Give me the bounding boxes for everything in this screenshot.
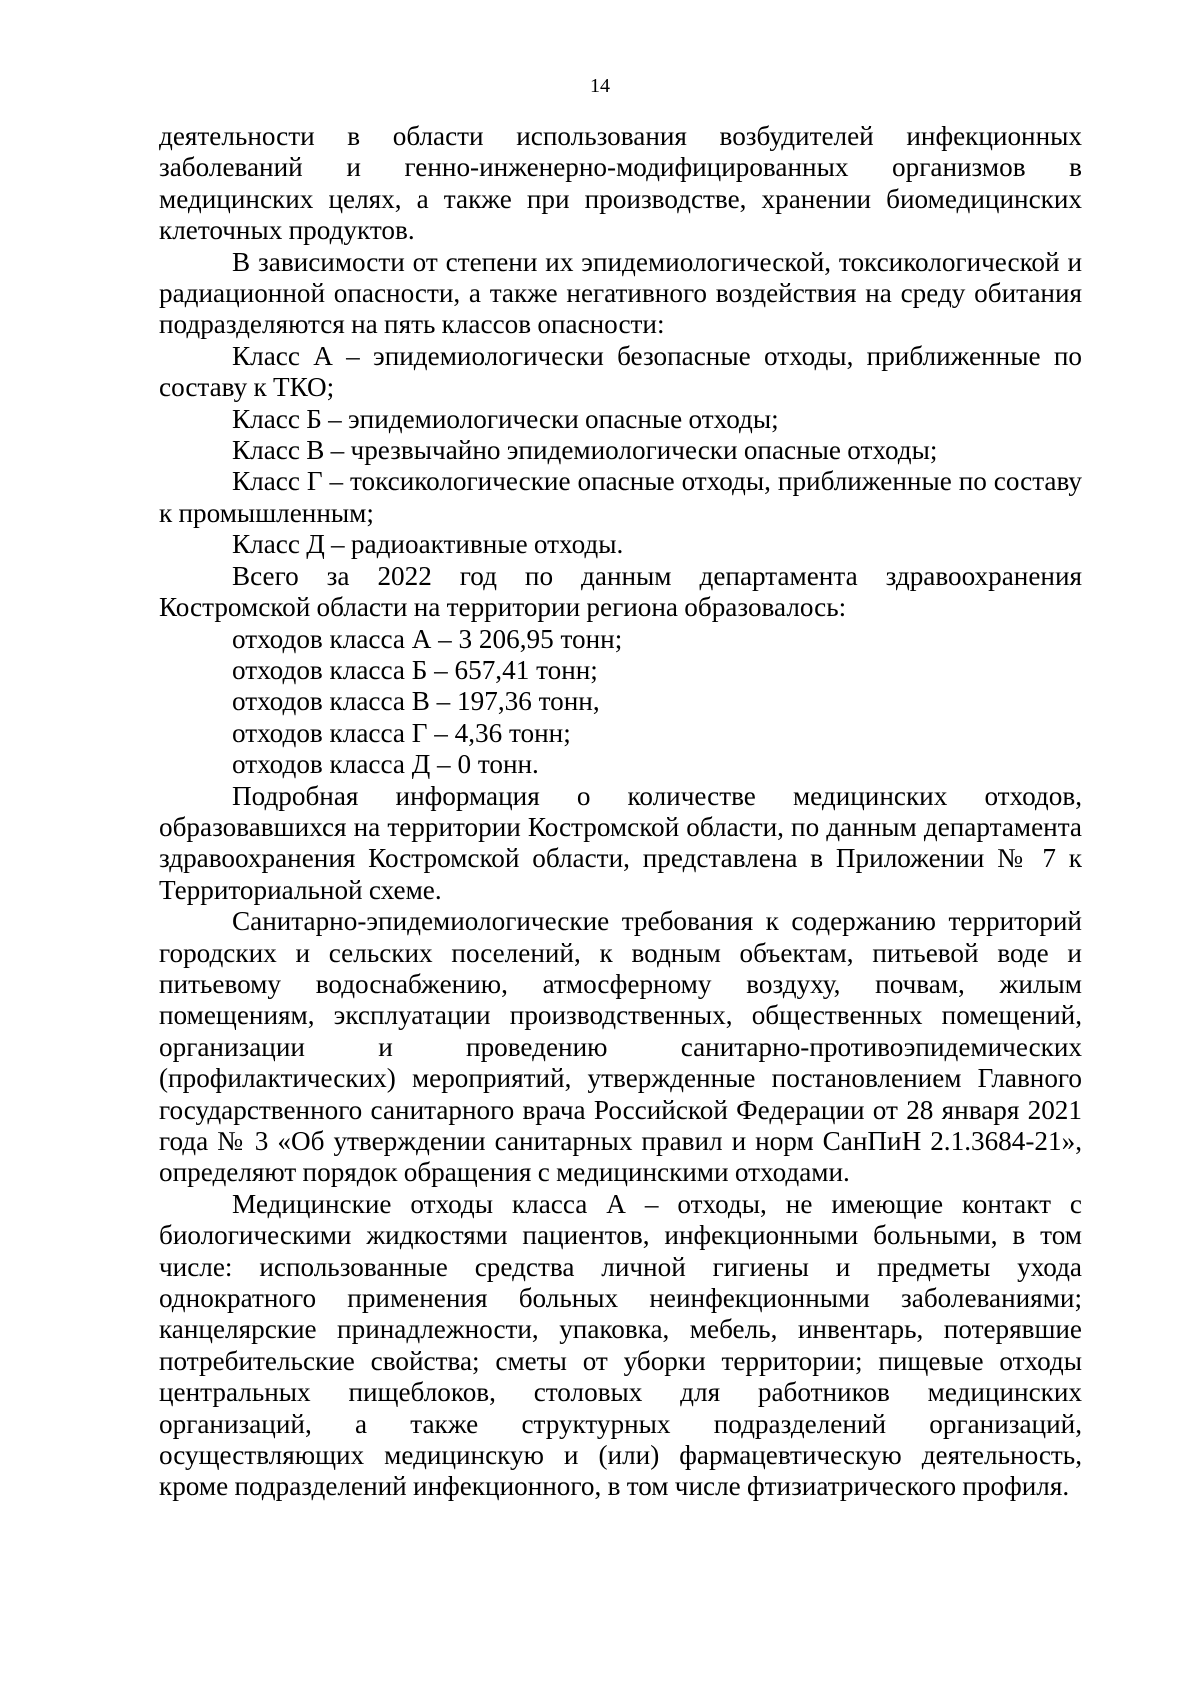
- paragraph-class-v: Класс В – чрезвычайно эпидемиологически опасные отходы;: [232, 435, 938, 466]
- paragraph-2022-total-intro: Всего за 2022 год по данным департамента здравоохранения Костромской области на территории региона образовалось:: [159, 560, 1082, 623]
- paragraph-sanitary-requirements: Санитарно-эпидемиологические требования к содержанию территорий городских и сельских поселений, к водным объектам, питьевой воде и питьевому водоснабжению, атмосферному воздуху, почвам, жилым помещениям, эксплуатации производственных, общественных помещений, организации и проведению санитарно-противоэпидемических (профилактических) мероприятий, утвержденные постановлением Главного государственного санитарного врача Российской Федерации от 28 января 2021 года № 3 «Об утверждении санитарных правил и норм СанПиН 2.1.3684-21», определяют порядок обращения с медицинскими отходами.: [159, 906, 1082, 1188]
- paragraph-class-a: Класс А – эпидемиологически безопасные отходы, приближенные по составу к ТКО;: [159, 340, 1082, 403]
- paragraph-class-d: Класс Д – радиоактивные отходы.: [232, 529, 624, 560]
- paragraph-class-a-definition: Медицинские отходы класса А – отходы, не имеющие контакт с биологическими жидкостями пациентов, инфекционными больными, в том числе: использованные средства личной гигиены и предметы ухода однократного применения больных неинфекционными заболеваниями; канцелярские принадлежности, упаковка, мебель, инвентарь, потерявшие потребительские свойства; сметы от уборки территории; пищевые отходы центральных пищеблоков, столовых для работников медицинских организаций, а также структурных подразделений организаций, осуществляющих медицинскую и (или) фармацевтическую деятельность, кроме подразделений инфекционного, в том числе фтизиатрического профиля.: [159, 1188, 1082, 1502]
- list-item-waste-class-b: отходов класса Б – 657,41 тонн;: [232, 654, 598, 685]
- list-item-waste-class-g: отходов класса Г – 4,36 тонн;: [232, 717, 571, 748]
- paragraph-hazard-classes-intro: В зависимости от степени их эпидемиологической, токсикологической и радиационной опасности, а также негативного воздействия на среду обитания подразделяются на пять классов опасности:: [159, 246, 1082, 340]
- document-body: [159, 121, 1082, 1503]
- paragraph-class-g: Класс Г – токсикологические опасные отходы, приближенные по составу к промышленным;: [159, 466, 1082, 528]
- list-item-waste-class-d: отходов класса Д – 0 тонн.: [232, 749, 539, 780]
- paragraph-activity-continuation: деятельности в области использования возбудителей инфекционных заболеваний и генно-инженерно-модифицированных организмов в медицинских целях, а также при производстве, хранении биомедицинских клеточных продуктов.: [159, 121, 1082, 246]
- paragraph-appendix-reference: Подробная информация о количестве медицинских отходов, образовавшихся на территории Костромской области, по данным департамента здравоохранения Костромской области, представлена в Приложении № 7 к Территориальной схеме.: [159, 780, 1082, 905]
- page-number: 14: [590, 75, 610, 97]
- list-item-waste-class-a: отходов класса А – 3 206,95 тонн;: [232, 623, 623, 654]
- waste-amount-list: [159, 624, 1082, 781]
- list-item-waste-class-v: отходов класса В – 197,36 тонн,: [232, 686, 600, 717]
- paragraph-class-b: Класс Б – эпидемиологически опасные отходы;: [232, 403, 779, 434]
